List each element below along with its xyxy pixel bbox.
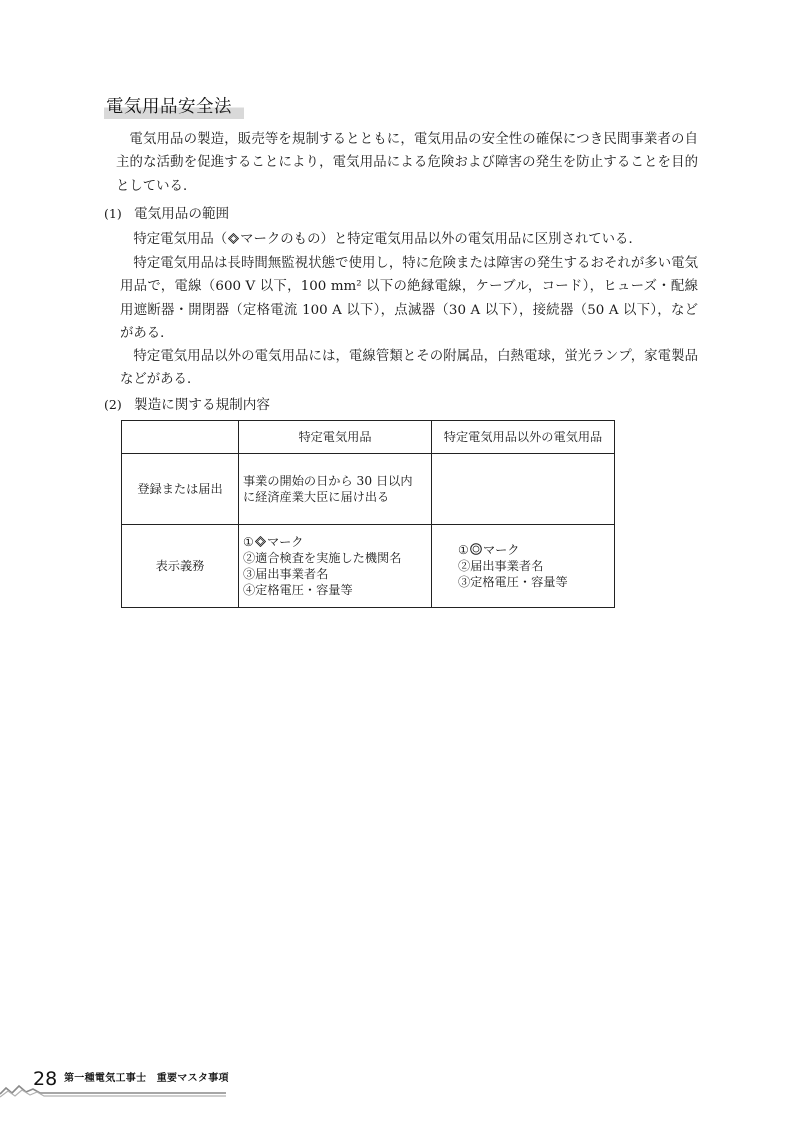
cell-labeling-specified	[239, 525, 432, 608]
item-text: マーク	[482, 543, 520, 557]
subsection-1-number: (1)	[104, 206, 122, 221]
book-title: 第一種電気工事士 重要マスタ事項	[64, 1073, 229, 1084]
registration-line-1: 事業の開始の日から 30 日以内	[243, 474, 413, 488]
labeling-other-item-2: ②届出事業者名	[458, 559, 544, 573]
section-title-text: 電気用品安全法	[106, 97, 232, 117]
diamond-pse-mark-icon	[255, 536, 266, 547]
table-row-labeling	[122, 525, 615, 608]
cell-registration-other	[432, 454, 615, 525]
labeling-specified-item-2: ②適合検査を実施した機関名	[243, 551, 402, 565]
table-header-specified: 特定電気用品	[239, 421, 432, 454]
registration-line-2: に経済産業大臣に届け出る	[243, 490, 390, 504]
table-header-other: 特定電気用品以外の電気用品	[432, 421, 615, 454]
page-footer	[0, 1068, 240, 1098]
table-row-registration	[122, 454, 615, 525]
cell-registration-specified	[239, 454, 432, 525]
labeling-specified-item-4: ④定格電圧・容量等	[243, 583, 353, 597]
row-label-registration: 登録または届出	[122, 454, 239, 525]
page-number: 28	[33, 1068, 58, 1090]
scope-paragraph-1	[120, 228, 698, 251]
subsection-2-title: 製造に関する規制内容	[134, 397, 270, 413]
scope-paragraph-3: 特定電気用品以外の電気用品には，電線管類とその附属品，白熱電球，蛍光ランプ，家電製品などがある．	[120, 349, 698, 388]
subsection-2-heading	[104, 395, 270, 415]
labeling-specified-item-3: ③届出事業者名	[243, 567, 329, 581]
circle-pse-mark-icon	[470, 543, 482, 555]
intro-paragraph: 電気用品の製造，販売等を規制するとともに，電気用品の安全性の確保につき民間事業者の自主的な活動を促進することにより，電気用品による危険および障害の発生を防止することを目的としている．	[116, 132, 698, 194]
diamond-pse-mark-icon	[228, 233, 239, 244]
table-header-row	[122, 421, 615, 454]
labeling-other-item-3: ③定格電圧・容量等	[458, 575, 568, 589]
scope-p1-before: 特定電気用品（	[133, 232, 228, 247]
subsection-1-title: 電気用品の範囲	[134, 206, 230, 222]
item-number: ①	[243, 535, 254, 549]
labeling-specified-item-1	[243, 534, 430, 550]
cell-labeling-other	[432, 525, 615, 608]
subsection-2-number: (2)	[104, 397, 122, 412]
row-label-labeling: 表示義務	[122, 525, 239, 608]
subsection-1-heading	[104, 204, 229, 224]
item-number: ①	[458, 543, 469, 557]
section-title	[104, 95, 244, 119]
regulation-table	[121, 420, 615, 602]
scope-p1-after: マークのもの）と特定電気用品以外の電気用品に区別されている．	[240, 232, 642, 247]
labeling-other-item-1	[458, 542, 613, 558]
table-header-blank	[122, 421, 239, 454]
scope-paragraph-2: 特定電気用品は長時間無監視状態で使用し，特に危険または障害の発生するおそれが多い電気用品で，電線（600 V 以下，100 mm² 以下の絶縁電線，ケーブル，コード），ヒューズ・配線用遮断器・開閉器（定格電流 100 A 以下），点滅器（30 A 以下），接続器（50 A 以下），などがある．	[120, 256, 698, 342]
item-text: マーク	[266, 535, 304, 549]
